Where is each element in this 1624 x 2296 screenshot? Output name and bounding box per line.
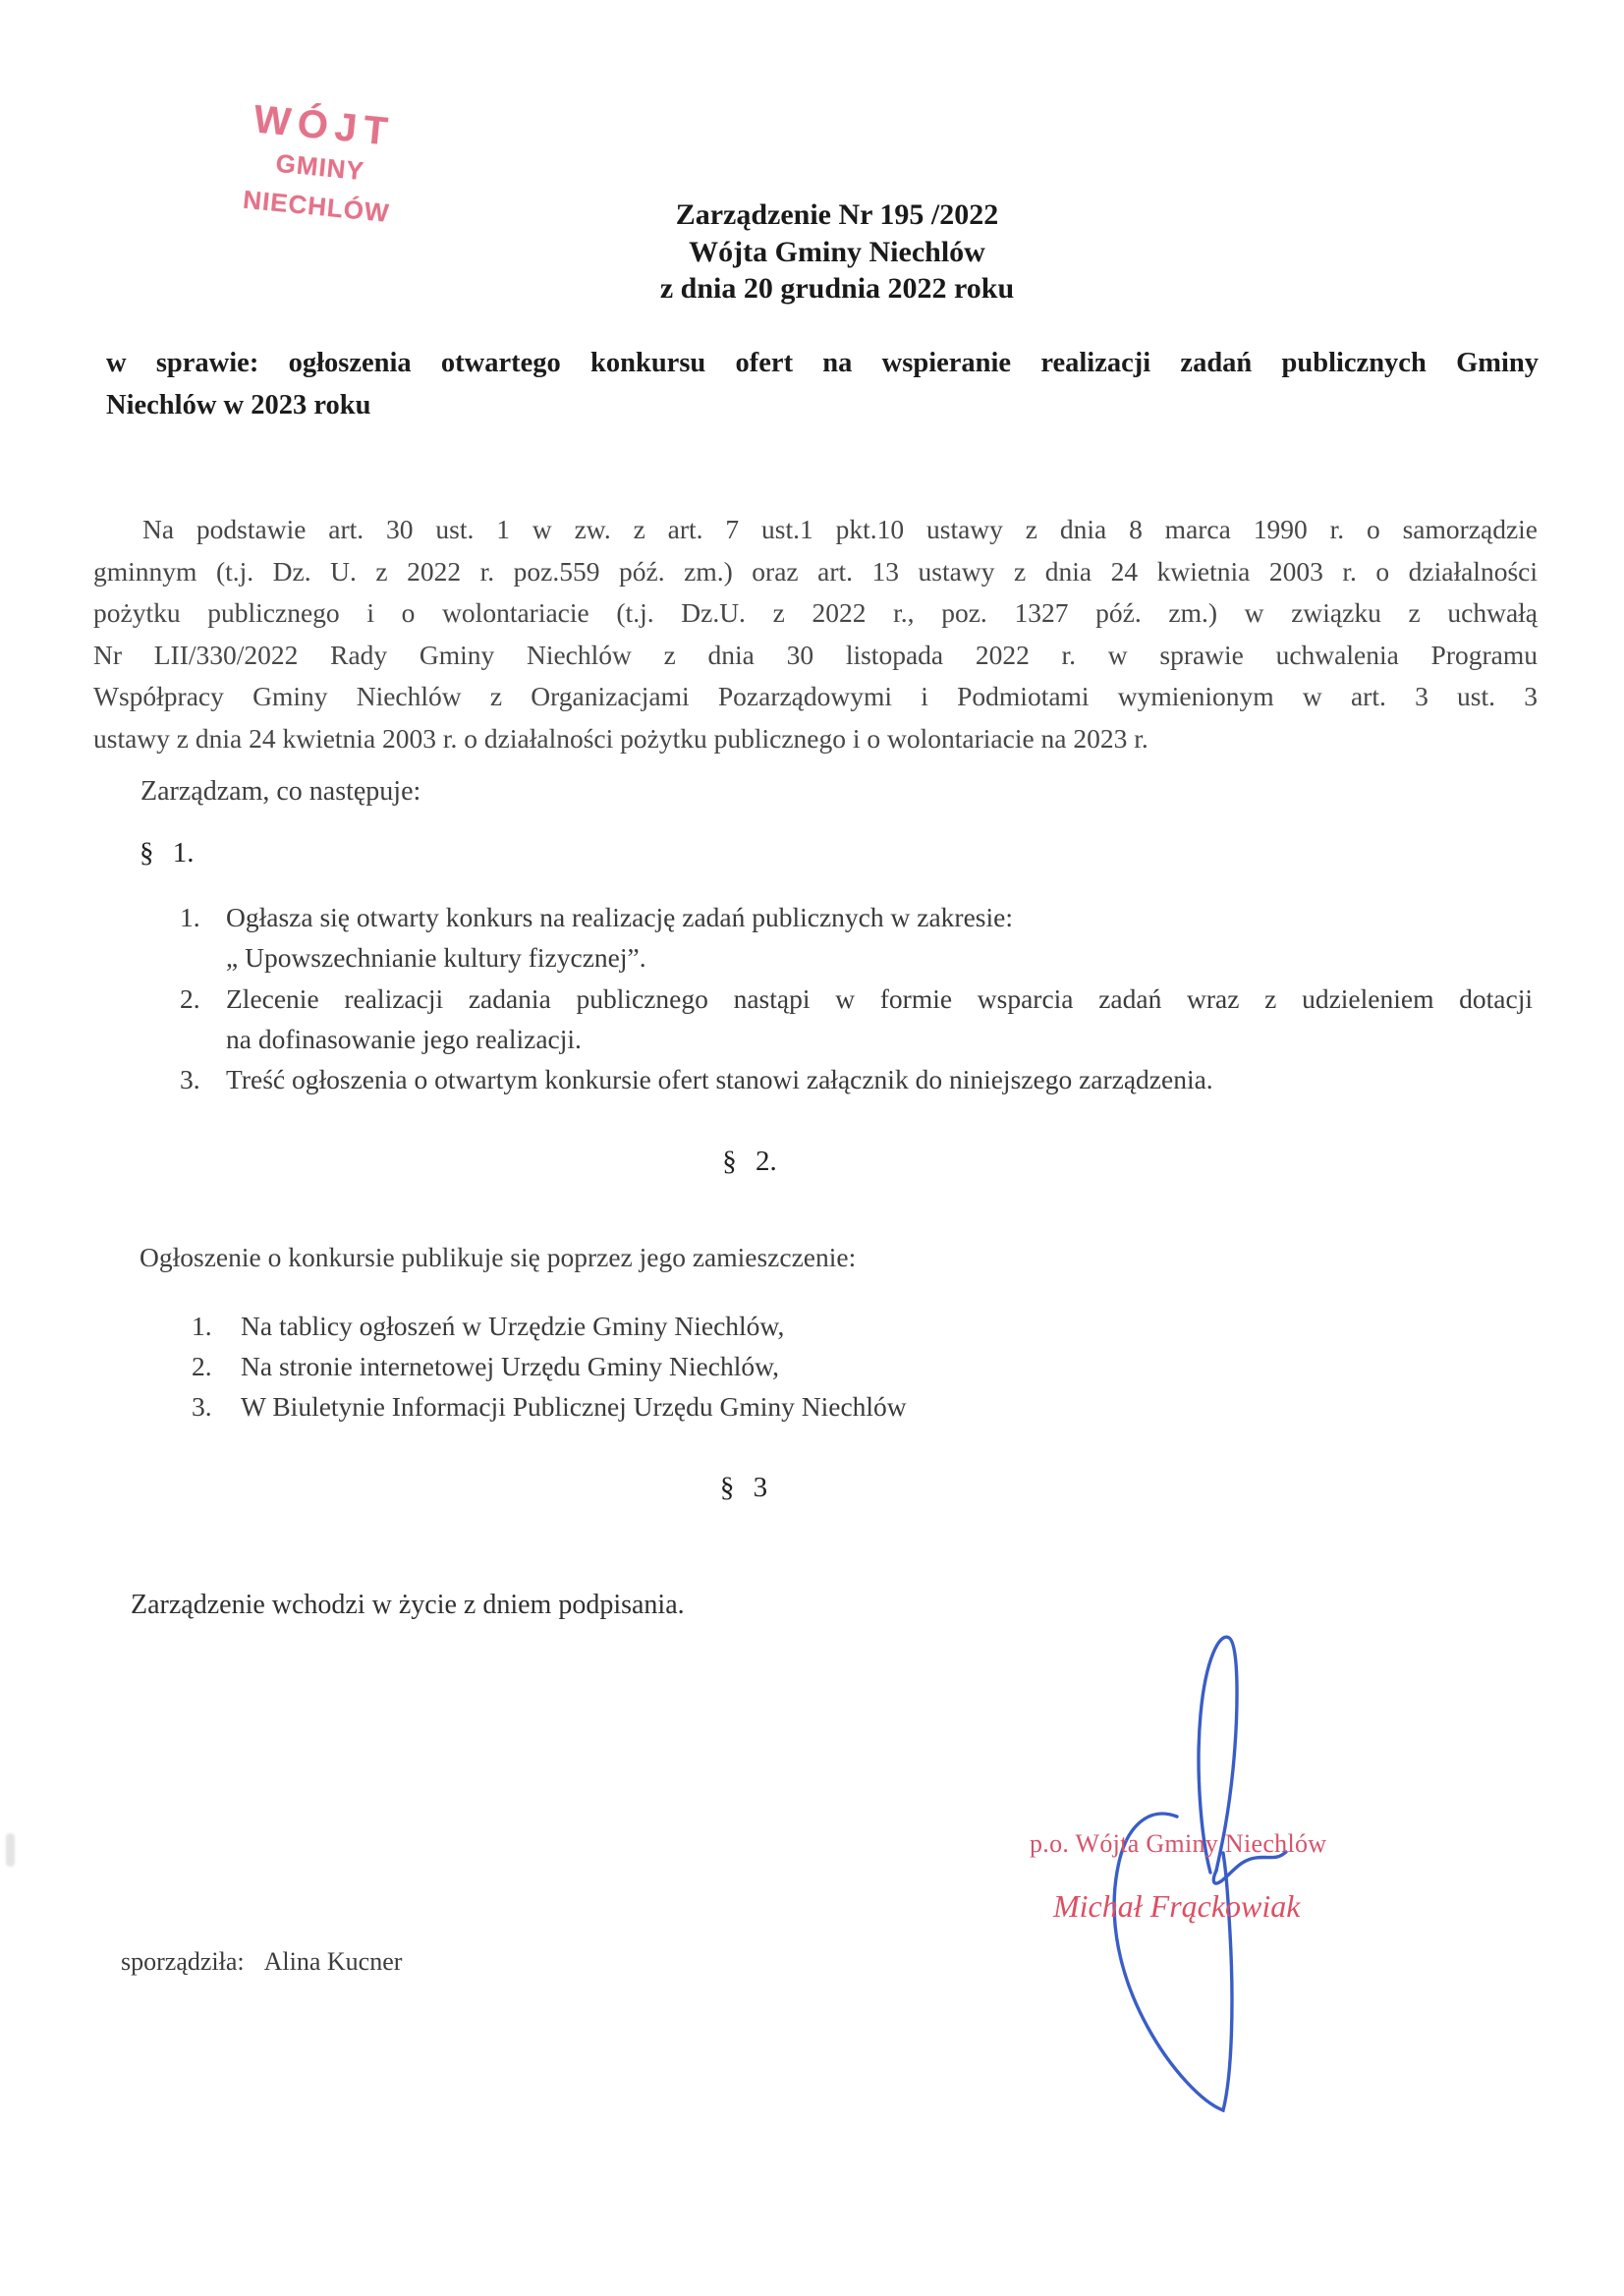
legal-line: Na podstawie art. 30 ust. 1 w zw. z art. 7 ust.1 pkt.10 ustawy z dnia 8 marca 1990 r. o samorządzie <box>142 514 1538 544</box>
prepared-by-line <box>121 1947 402 1977</box>
list-item-number: 1. <box>192 1311 212 1341</box>
section-2-heading: § 2. <box>722 1146 777 1177</box>
list-item <box>192 1307 1538 1347</box>
list-item-text: Na stronie internetowej Urzędu Gminy Niechlów, <box>241 1350 780 1381</box>
section-2-list <box>192 1307 1538 1427</box>
list-item <box>180 1059 1536 1099</box>
legal-line: ustawy z dnia 24 kwietnia 2003 r. o działalności pożytku publicznego i o wolontariacie na 2023 r. <box>93 722 1148 754</box>
list-item-text <box>226 897 1533 979</box>
order-intro: Zarządzam, co następuje: <box>140 776 421 807</box>
list-item-line: Ogłasza się otwarty konkurs na realizację zadań publicznych w zakresie: <box>226 902 1013 932</box>
list-item-number: 3. <box>180 1064 200 1095</box>
stamp-line-wojt: WÓJT <box>252 97 397 154</box>
prepared-by-label: sporządziła: <box>121 1947 245 1976</box>
legal-basis-paragraph <box>93 509 1538 760</box>
list-item-text <box>226 979 1533 1060</box>
title-line-number: Zarządzenie Nr 195 /2022 <box>675 198 999 231</box>
list-item-number: 2. <box>180 982 200 1014</box>
list-item <box>180 897 1536 979</box>
document-title <box>149 196 1525 308</box>
signatory-role-stamp: p.o. Wójta Gminy Niechlów <box>1030 1829 1327 1858</box>
legal-line: gminnym (t.j. Dz. U. z 2022 r. poz.559 póź. zm.) oraz art. 13 ustawy z dnia 24 kwietnia 2003 r. o działalności <box>93 555 1538 587</box>
list-item-line: Treść ogłoszenia o otwartym konkursie ofert stanowi załącznik do niniejszego zarządzenia. <box>226 1064 1213 1095</box>
document-subject <box>106 342 1539 426</box>
list-item-line: Zlecenie realizacji zadania publicznego nastąpi w formie wsparcia zadań wraz z udzieleniem dotacji <box>226 982 1533 1014</box>
prepared-by-name: Alina Kucner <box>263 1947 403 1976</box>
list-item-line: na dofinasowanie jego realizacji. <box>226 1023 582 1054</box>
list-item-number: 1. <box>180 902 200 932</box>
list-item-number: 3. <box>192 1390 212 1422</box>
title-line-issuer: Wójta Gminy Niechlów <box>689 235 985 268</box>
list-item-number: 2. <box>192 1350 212 1381</box>
stamp-line-gmina: GMINY NIECHLÓW <box>242 147 391 228</box>
title-line-date: z dnia 20 grudnia 2022 roku <box>659 272 1015 305</box>
list-item-text <box>226 1059 1533 1099</box>
signatory-name-stamp: Michał Frąckowiak <box>1053 1888 1301 1924</box>
legal-line: Współpracy Gminy Niechlów z Organizacjami Pozarządowymi i Podmiotami wymienionym w art. 3 ust. 3 <box>93 681 1538 712</box>
list-item-text: Na tablicy ogłoszeń w Urzędzie Gminy Niechlów, <box>241 1311 785 1341</box>
section-2-intro: Ogłoszenie o konkursie publikuje się poprzez jego zamieszczenie: <box>140 1242 857 1272</box>
section-3-text: Zarządzenie wchodzi w życie z dniem podpisania. <box>131 1590 685 1620</box>
subject-line-2: Niechlów w 2023 roku <box>106 390 371 420</box>
subject-line-1: w sprawie: ogłoszenia otwartego konkursu ofert na wspieranie realizacji zadań publicznych Gminy <box>106 348 1539 378</box>
legal-line: pożytku publicznego i o wolontariacie (t.j. Dz.U. z 2022 r., poz. 1327 póź. zm.) w związku z uchwałą <box>93 597 1538 629</box>
list-item-line: „ Upowszechnianie kultury fizycznej”. <box>226 942 646 974</box>
list-item <box>180 979 1536 1060</box>
scan-smudge-artifact <box>6 1833 15 1867</box>
section-1-list <box>180 897 1536 1099</box>
list-item-text: W Biuletynie Informacji Publicznej Urzędu Gminy Niechlów <box>241 1390 907 1422</box>
legal-line: Nr LII/330/2022 Rady Gminy Niechlów z dnia 30 listopada 2022 r. w sprawie uchwalenia Programu <box>93 639 1538 670</box>
list-item <box>192 1347 1538 1387</box>
section-3-heading: § 3 <box>719 1472 768 1503</box>
section-1-heading: § 1. <box>140 837 195 868</box>
handwritten-signature-ink <box>1081 1621 1316 2142</box>
list-item <box>192 1387 1538 1428</box>
